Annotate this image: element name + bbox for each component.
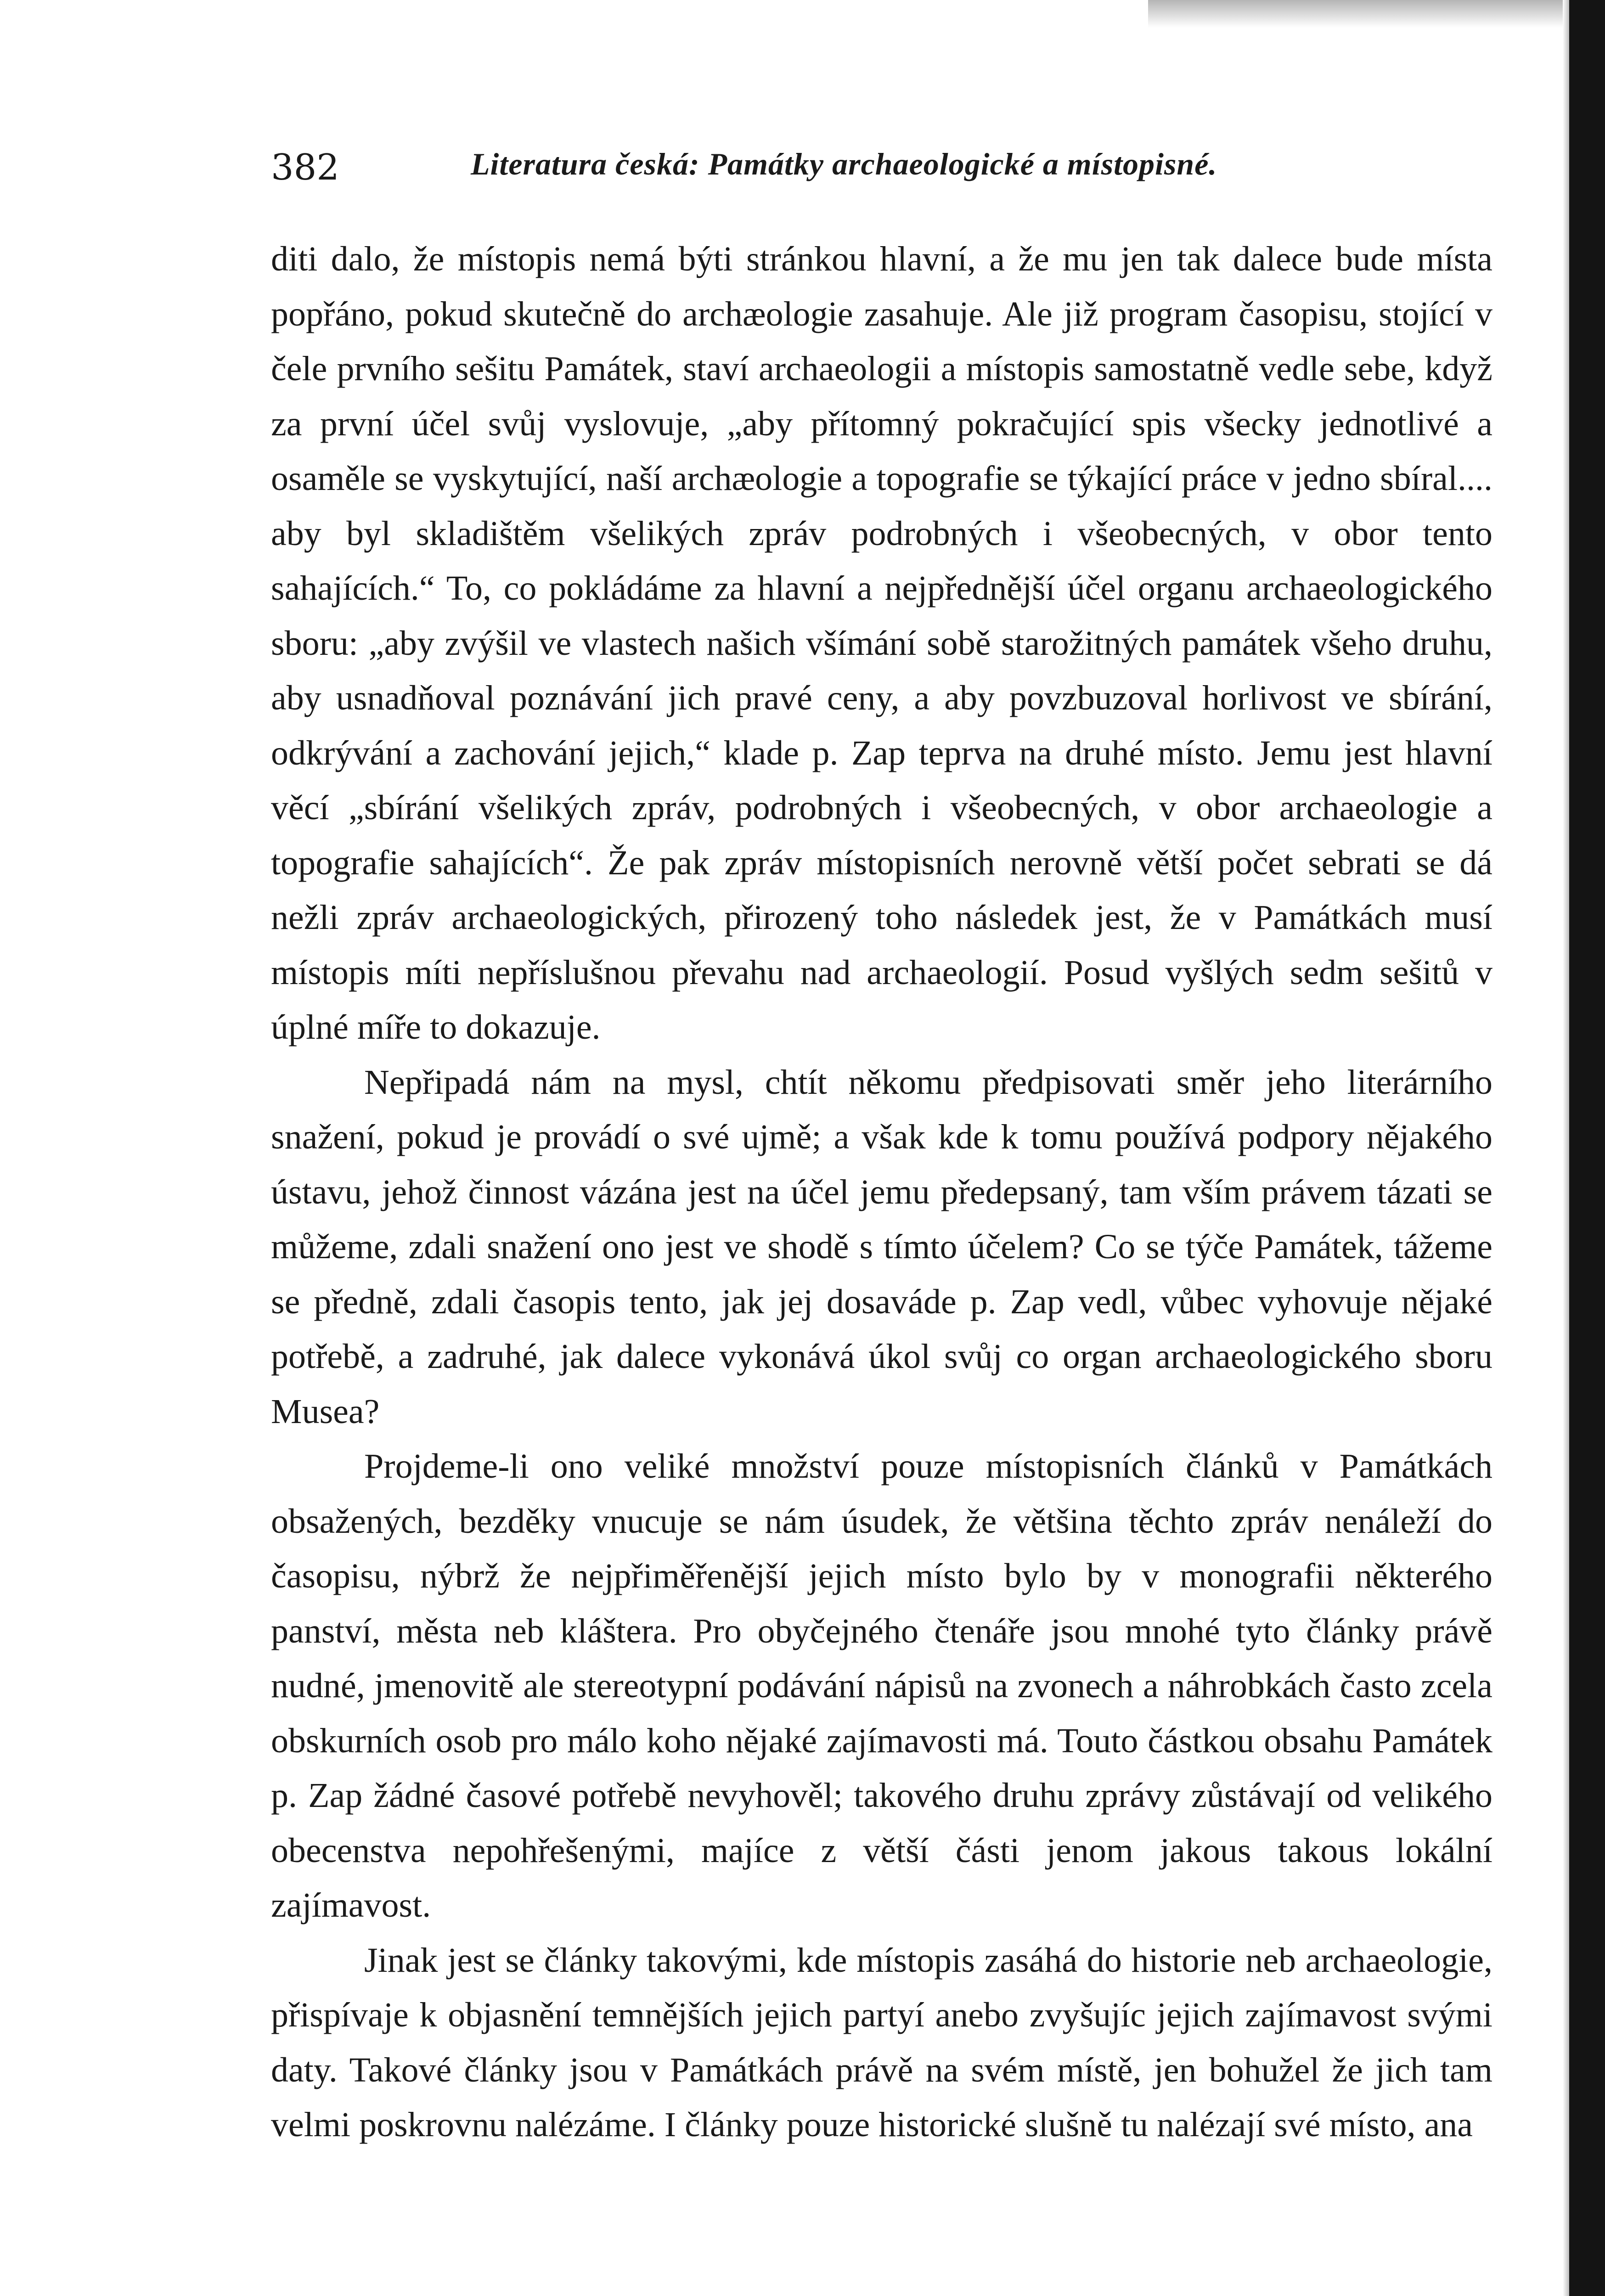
- paragraph: Nepřipadá nám na mysl, chtít někomu předpisovati směr jeho literárního snažení, pokud je provádí o své ujmě; a však kde k tomu používá podpory nějakého ústavu, jehož činnost vázána jest na účel jemu předepsaný, tam vším právem tázati se můžeme, zdali snažení ono jest ve shodě s tímto účelem? Co se týče Památek, tážeme se předně, zdali časopis tento, jak jej dosaváde p. Zap vedl, vůbec vyhovuje nějaké potřebě, a zadruhé, jak dalece vykonává úkol svůj co organ archaeologického sboru Musea?: [271, 1063, 1492, 1431]
- body-text: [271, 232, 1492, 2153]
- page-header: [271, 138, 1492, 207]
- paragraph: diti dalo, že místopis nemá býti stránkou hlavní, a že mu jen tak dalece bude místa popřáno, pokud skutečně do archæologie zasahuje. Ale již program časopisu, stojící v čele prvního sešitu Památek, staví archaeologii a místopis samostatně vedle sebe, když za první účel svůj vyslovuje, „aby přítomný pokračující spis všecky jednotlivé a osaměle se vyskytující, naší archæologie a topografie se týkající práce v jedno sbíral.... aby byl skladištěm všelikých zpráv podrobných i všeobecných, v obor tento sahajících.“ To, co pokládáme za hlavní a nejpřednější účel organu archaeologického sboru: „aby zvýšil ve vlastech našich všímání sobě starožitných památek všeho druhu, aby usnadňoval poznávání jich pravé ceny, a aby povzbuzoval horlivost ve sbírání, odkrývání a zachování jejich,“ klade p. Zap teprva na druhé místo. Jemu jest hlavní věcí „sbírání všelikých zpráv, podrobných i všeobecných, v obor archaeologie a topografie sahajících“. Že pak zpráv místopisních nerovně větší počet sebrati se dá nežli zpráv archaeologických, přirozený toho následek jest, že v Památkách musí místopis míti nepříslušnou převahu nad archaeologií. Posud vyšlých sedm sešitů v úplné míře to dokazuje.: [271, 240, 1492, 1047]
- running-head: Literatura česká: Památky archaeologické a místopisné.: [471, 146, 1217, 181]
- page-number: 382: [271, 147, 339, 188]
- paragraph: Jinak jest se články takovými, kde místopis zasáhá do historie neb archaeologie, přispívaje k objasnění temnějších jejich partyí anebo zvyšujíc jejich zajímavost svými daty. Takové články jsou v Památkách právě na svém místě, jen bohužel že jich tam velmi poskrovnu nalézáme. I články pouze historické slušně tu nalézají své místo, ana: [271, 1941, 1492, 2144]
- scan-border: [1569, 0, 1605, 2296]
- paragraph: Projdeme-li ono veliké množství pouze místopisních článků v Památkách obsažených, bezděky vnucuje se nám úsudek, že většina těchto zpráv nenáleží do časopisu, nýbrž že nejpřiměřenější jejich místo bylo by v monografii některého panství, města neb kláštera. Pro obyčejného čtenáře jsou mnohé tyto články právě nudné, jmenovitě ale stereotypní podávání nápisů na zvonech a náhrobkách často zcela obskurních osob pro málo koho nějaké zajímavosti má. Touto částkou obsahu Památek p. Zap žádné časové potřebě nevyhověl; takového druhu zprávy zůstávají od velikého obecenstva nepohřešenými, majíce z větší části jenom jakous takous lokální zajímavost.: [271, 1447, 1492, 1925]
- scan-edge-gradient: [1563, 0, 1569, 2296]
- scan-shadow: [1148, 0, 1569, 28]
